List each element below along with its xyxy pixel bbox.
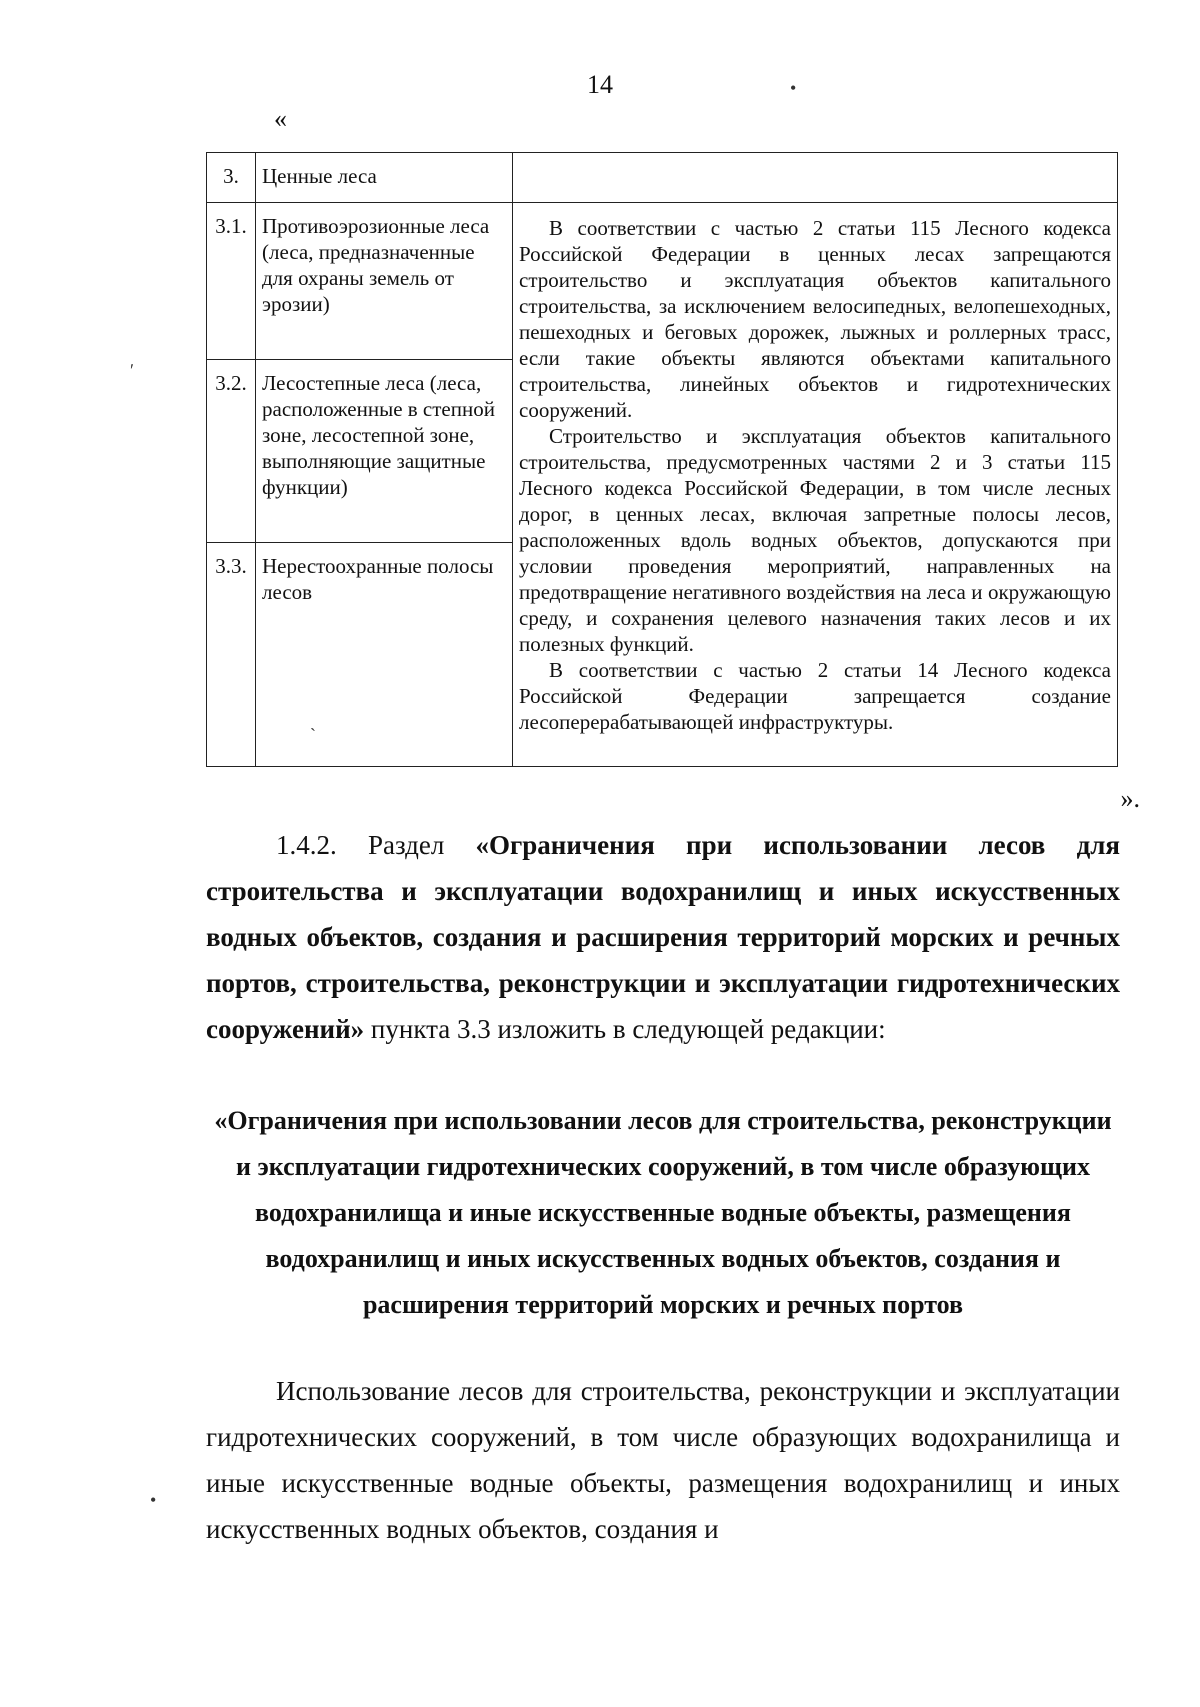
row-name: Лесостепные леса (леса, расположенные в степной зоне, лесостепной зоне, выполняющие защитные функции) <box>256 360 513 543</box>
forest-restrictions-table <box>206 152 1118 767</box>
row-name: Ценные леса <box>256 153 513 203</box>
amendment-section-title: «Ограничения при использовании лесов для строительства и эксплуатации водохранилищ и иных искусственных водных объектов, создания и расширения территорий морских и речных портов, строительства, реконструкции и эксплуатации гидротехнических сооружений» <box>206 830 1120 1044</box>
restriction-paragraph: Строительство и эксплуатация объектов капитального строительства, предусмотренных частями 2 и 3 статьи 115 Лесного кодекса Российской Федерации, в том числе лесных дорог, в ценных лесах, включая запретные полосы лесов, расположенных вдоль водных объектов, допускаются при условии проведения мероприятий, направленных на предотвращение негативного воздействия на леса и окружающую среду, и сохранения целевого назначения таких лесов и их полезных функций. <box>519 424 1111 656</box>
amendment-suffix: пункта 3.3 изложить в следующей редакции: <box>364 1014 886 1044</box>
section-heading: «Ограничения при использовании лесов для строительства, реконструкции и эксплуатации гидротехнических сооружений, в том числе образующих водохранилища и иные искусственные водные объекты, размещения водохранилищ и иных искусственных водных объектов, создания и расширения территорий морских и речных портов <box>214 1106 1112 1319</box>
row-number: 3.1. <box>207 203 256 360</box>
table-row <box>207 153 1118 203</box>
body-paragraph: Использование лесов для строительства, реконструкции и эксплуатации гидротехнических сооружений, в том числе образующих водохранилища и иные искусственные водные объекты, размещения водохранилищ и иных искусственных водных объектов, создания и <box>206 1376 1120 1544</box>
scan-speck: • <box>150 1490 157 1510</box>
table-row <box>207 203 1118 360</box>
row-name: Противоэрозионные леса (леса, предназначенные для охраны земель от эрозии) <box>256 203 513 360</box>
scan-speck: • <box>790 78 797 98</box>
restriction-paragraph: В соответствии с частью 2 статьи 115 Лесного кодекса Российской Федерации в ценных лесах запрещаются строительство и эксплуатация объектов капитального строительства, за исключением велосипедных, велопешеходных, пешеходных и беговых дорожек, лыжных и роллерных трасс, если такие объекты являются объектами капитального строительства, линейных объектов и гидротехнических сооружений. <box>519 216 1111 422</box>
closing-quote-mark: ». <box>1120 784 1140 813</box>
empty-cell <box>513 153 1118 203</box>
page-number: 14 <box>587 70 613 99</box>
scan-speck: ʹ <box>130 360 134 380</box>
row-number: 3. <box>207 153 256 203</box>
amendment-prefix: 1.4.2. Раздел <box>276 830 476 860</box>
restriction-paragraph: В соответствии с частью 2 статьи 14 Лесного кодекса Российской Федерации запрещается создание лесоперерабатывающей инфраструктуры. <box>519 658 1111 734</box>
row-number: 3.2. <box>207 360 256 543</box>
scan-speck: ˋ <box>310 725 316 745</box>
row-name: Нерестоохранные полосы лесов <box>256 543 513 767</box>
restrictions-text-cell <box>513 203 1118 767</box>
amendment-paragraph <box>206 822 1120 1052</box>
row-number: 3.3. <box>207 543 256 767</box>
opening-quote-mark: « <box>274 104 287 133</box>
